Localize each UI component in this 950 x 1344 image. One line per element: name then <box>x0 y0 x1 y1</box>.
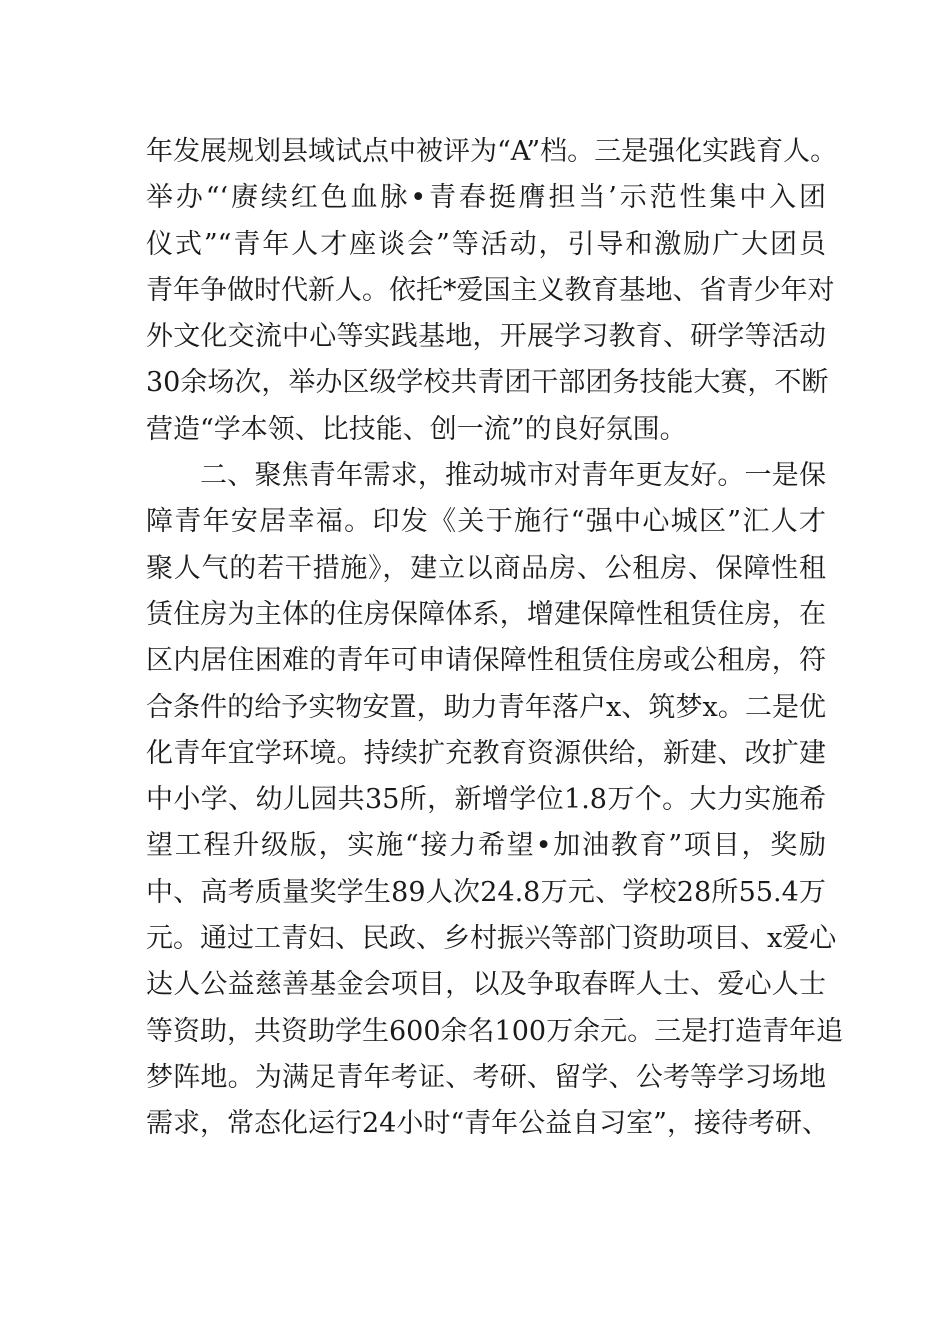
text-line: 等资助，共资助学生600余名100万余元。三是打造青年追 <box>146 1015 844 1047</box>
text-line: 合条件的给予实物安置，助力青年落户x、筑梦x。二是优 <box>146 691 826 723</box>
text-line: 化青年宜学环境。持续扩充教育资源供给，新建、改扩建 <box>146 737 826 769</box>
text-line: 障青年安居幸福。印发《关于施行“强中心城区”汇人才 <box>146 506 826 538</box>
text-line: 需求，常态化运行24小时“青年公益自习室”，接待考研、 <box>146 1108 829 1140</box>
text-line: 中小学、幼儿园共35所，新增学位1.8万个。大力实施希 <box>146 784 826 816</box>
text-line: 中、高考质量奖学生89人次24.8万元、学校28所55.4万 <box>146 876 826 908</box>
text-line: 仪式”“青年人才座谈会”等活动，引导和激励广大团员 <box>146 228 826 260</box>
section-heading-line: 二、聚焦青年需求，推动城市对青年更友好。一是保 <box>200 460 826 492</box>
text-line: 望工程升级版，实施“接力希望•加油教育”项目，奖励 <box>146 830 826 862</box>
body-text <box>146 129 844 1148</box>
text-line: 年发展规划县域试点中被评为“A”档。三是强化实践育人。 <box>146 136 838 167</box>
text-line: 达人公益慈善基金会项目，以及争取春晖人士、爱心人士 <box>146 969 826 1001</box>
paragraph-end-line: 营造“学本领、比技能、创一流”的良好氛围。 <box>146 413 687 445</box>
text-line: 赁住房为主体的住房保障体系，增建保障性租赁住房，在 <box>146 598 826 630</box>
text-line: 外文化交流中心等实践基地，开展学习教育、研学等活动 <box>146 321 826 353</box>
text-line: 青年争做时代新人。依托*爱国主义教育基地、省青少年对 <box>146 274 835 306</box>
text-line: 30余场次，举办区级学校共青团干部团务技能大赛，不断 <box>146 367 829 399</box>
text-line: 梦阵地。为满足青年考证、考研、留学、公考等学习场地 <box>146 1061 826 1093</box>
text-line: 举办“‘赓续红色血脉•青春挺膺担当’示范性集中入团 <box>146 182 826 214</box>
text-line: 元。通过工青妇、民政、乡村振兴等部门资助项目、x爱心 <box>146 923 837 955</box>
text-line: 区内居住困难的青年可申请保障性租赁住房或公租房，符 <box>146 645 826 677</box>
text-line: 聚人气的若干措施》，建立以商品房、公租房、保障性租 <box>146 552 826 584</box>
